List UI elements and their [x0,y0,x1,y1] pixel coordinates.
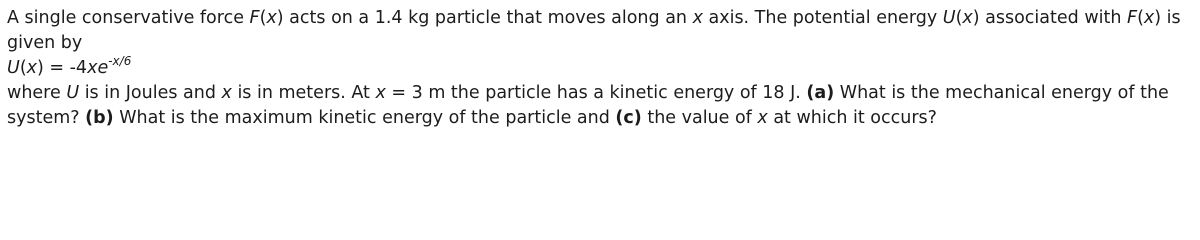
force-symbol: F [249,8,260,28]
problem-line-1 [7,6,1193,31]
problem-line-2 [7,31,1193,56]
problem-line-5-text [7,106,937,131]
force-symbol: F [1127,8,1138,28]
potential-equation-text [7,56,131,81]
line4-text-4: = 3 m the particle has a kinetic energy of 18 J. [385,83,807,103]
problem-line-2-text [7,31,82,56]
potential-symbol: U [7,58,20,78]
line1-text-3: ) acts on a 1.4 kg particle that moves along an [276,8,693,28]
line4-text-5: What is the mechanical energy of the [834,83,1169,103]
equation-exponent: -x/6 [108,54,132,69]
x-variable: x [221,83,232,103]
x-variable: x [757,108,768,128]
line4-text-1: where [7,83,67,103]
part-b-label: (b) [85,108,114,128]
potential-symbol: U [942,8,956,28]
x-variable: x [962,8,973,28]
line5-text-2: What is the maximum kinetic energy of the particle and [113,108,616,128]
line5-text-4: at which it occurs? [767,108,937,128]
line1-text-5: ( [955,8,963,28]
line1-text-2: ( [259,8,267,28]
line1-text-7: ( [1137,8,1144,28]
line5-text-1: system? [7,108,86,128]
part-a-label: (a) [806,83,835,103]
problem-line-5 [7,106,1193,131]
equation-rparen: ) [37,58,44,78]
line2-text-1: given by [7,33,83,53]
line1-text-6: ) associated with [972,8,1128,28]
line4-text-2: is in Joules and [79,83,222,103]
x-variable: x [266,8,277,28]
line5-text-3: the value of [641,108,758,128]
part-c-label: (c) [615,108,642,128]
line4-text-3: is in meters. At [231,83,376,103]
x-variable: x [375,83,386,103]
problem-statement [7,6,1193,131]
x-variable: x [26,58,37,78]
potential-equation [7,56,1193,81]
problem-line-4 [7,81,1193,106]
x-variable: x [87,58,98,78]
line1-text-8: ) is [1154,8,1181,28]
equation-coefficient: = -4 [43,58,88,78]
x-variable: x [1143,8,1155,28]
potential-symbol: U [66,83,80,103]
line1-text-4: axis. The potential energy [702,8,943,28]
problem-line-1-text [7,6,1181,31]
equation-lparen: ( [19,58,27,78]
x-variable: x [692,8,703,28]
problem-line-4-text [7,81,1169,106]
euler-e: e [97,58,109,78]
line1-text-1: A single conservative force [7,8,250,28]
